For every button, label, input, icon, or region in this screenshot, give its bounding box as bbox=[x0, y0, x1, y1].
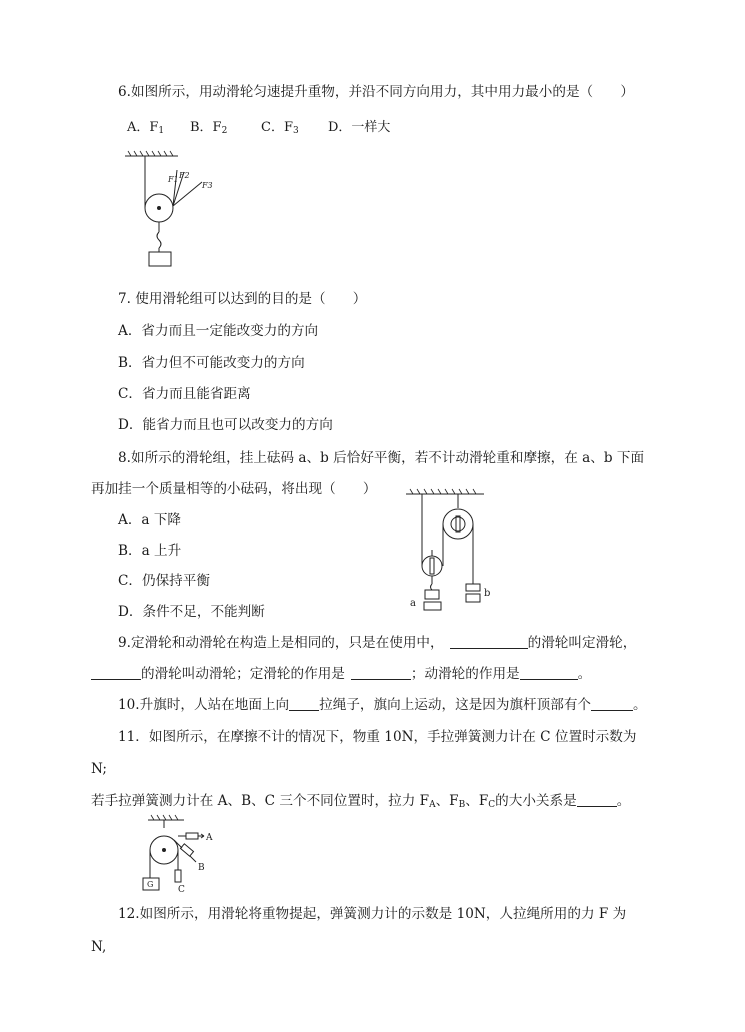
f2-label: F2 bbox=[179, 171, 190, 180]
q11-spring-scale-figure bbox=[140, 812, 220, 894]
q7-option-c: C．省力而且能省距离 bbox=[118, 386, 251, 402]
q8-option-a: A．a 下降 bbox=[118, 512, 182, 528]
q10-blank2[interactable] bbox=[591, 698, 633, 711]
q8-option-d: D．条件不足，不能判断 bbox=[118, 604, 265, 620]
q9-line1: 9.定滑轮和动滑轮在构造上是相同的，只是在使用中， 的滑轮叫定滑轮， bbox=[118, 635, 637, 651]
position-a-label: A bbox=[206, 833, 213, 843]
q9-line2: 的滑轮叫动滑轮；定滑轮的作用是 ；动滑轮的作用是 。 bbox=[91, 665, 591, 683]
q7-stem: 7. 使用滑轮组可以达到的目的是（ ） bbox=[118, 291, 367, 307]
q6-stem: 6.如图所示，用动滑轮匀速提升重物，并沿不同方向用力，其中用力最小的是（ ） bbox=[118, 84, 634, 100]
q6-option-c: C．$F_3$ bbox=[261, 120, 299, 136]
position-c-label: C bbox=[178, 885, 185, 894]
q8-stem-line2: 再加挂一个质量相等的小砝码，将出现（ ） bbox=[91, 481, 377, 497]
q8-option-b: B．a 上升 bbox=[118, 543, 182, 559]
q9-blank1[interactable] bbox=[450, 636, 528, 649]
q12-line1: 12.如图所示，用滑轮将重物提起，弹簧测力计的示数是 10N，人拉绳所用的力 F 为 bbox=[118, 906, 627, 922]
q8-stem-line1: 8.如所示的滑轮组，挂上砝码 a、b 后恰好平衡，若不计动滑轮重和摩擦，在 a、b 下面 bbox=[118, 450, 645, 466]
q11-line2: N; bbox=[91, 761, 107, 777]
q6-option-a: A．$F_1$ bbox=[127, 120, 165, 136]
weight-g-label: G bbox=[147, 880, 154, 889]
q7-option-d: D．能省力而且也可以改变力的方向 bbox=[118, 417, 333, 433]
weight-a-label: a bbox=[410, 598, 416, 609]
q11-blank[interactable] bbox=[577, 794, 617, 807]
q8-option-c: C．仍保持平衡 bbox=[118, 573, 210, 589]
q9-blank2[interactable] bbox=[91, 667, 141, 680]
q6-pulley-figure bbox=[120, 148, 220, 270]
q12-line2: N, bbox=[91, 939, 107, 955]
q8-pulley-system-figure bbox=[404, 486, 500, 612]
q10-line: 10.升旗时，人站在地面上向 拉绳子，旗向上运动，这是因为旗杆顶部有个 。 bbox=[118, 697, 647, 713]
q9-blank4[interactable] bbox=[520, 667, 578, 680]
position-b-label: B bbox=[198, 863, 205, 873]
q9-blank3[interactable] bbox=[351, 667, 411, 680]
q6-option-d: D．一样大 bbox=[328, 120, 391, 135]
f1-label: F1 bbox=[168, 175, 179, 184]
q11-line3: 若手拉弹簧测力计在 A、B、C 三个不同位置时，拉力 $F_A$、$F_B$、$F_C$的大小关系是 。 bbox=[91, 793, 631, 810]
q7-option-b: B．省力但不可能改变力的方向 bbox=[118, 355, 305, 371]
q10-blank1[interactable] bbox=[289, 698, 319, 711]
f3-label: F3 bbox=[202, 181, 213, 190]
weight-b-label: b bbox=[484, 588, 491, 599]
q11-line1: 11．如图所示，在摩擦不计的情况下，物重 10N，手拉弹簧测力计在 C 位置时示数为 bbox=[118, 729, 637, 745]
q6-option-b: B．$F_2$ bbox=[190, 120, 228, 136]
q7-option-a: A．省力而且一定能改变力的方向 bbox=[118, 323, 319, 339]
